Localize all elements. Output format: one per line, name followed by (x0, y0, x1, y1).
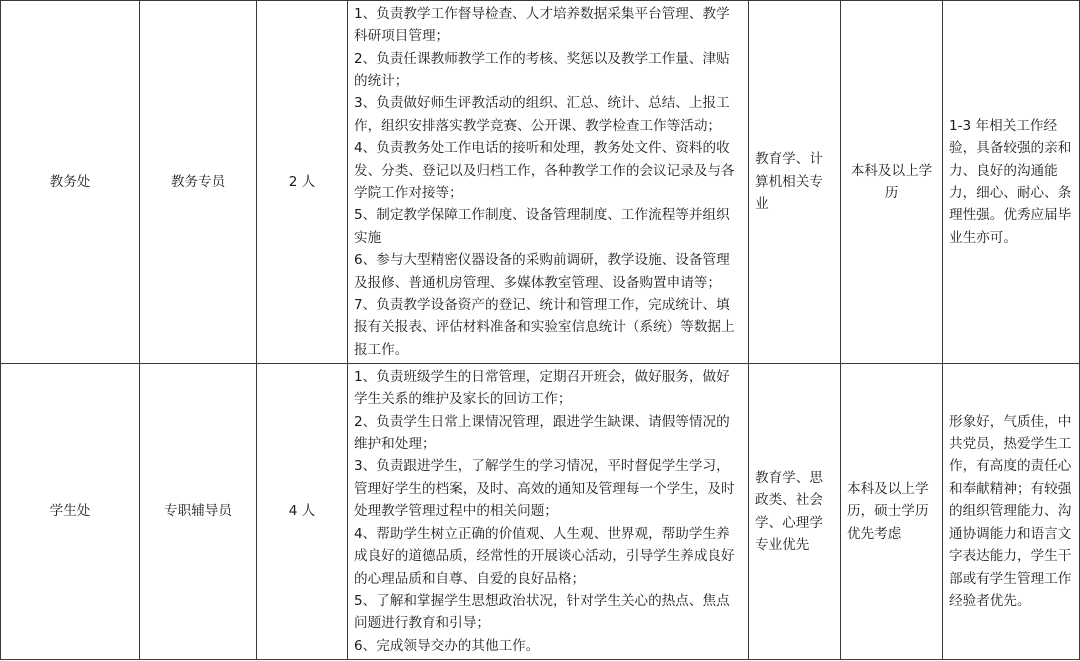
duty-item: 4、负责教务处工作电话的接听和处理，教务处文件、资料的收发、分类、登记以及归档工作，各种教学工作的会议记录及与各学院工作对接等； (354, 140, 735, 201)
position-cell: 专职辅导员 (140, 364, 257, 660)
duty-item: 6、参与大型精密仪器设备的采购前调研，教学设施、设备管理及报修、普通机房管理、多媒体教室管理、设备购置申请等； (354, 252, 730, 291)
table-row (1, 364, 1080, 660)
duty-item: 4、帮助学生树立正确的价值观、人生观、世界观，帮助学生养成良好的道德品质，经常性的开展谈心活动，引导学生养成良好的心理品质和自尊、自爱的良好品格； (354, 525, 735, 587)
headcount-cell: 4 人 (257, 364, 348, 660)
duty-item: 1、负责教学工作督导检查、人才培养数据采集平台管理、教学科研项目管理； (354, 5, 730, 45)
duty-item: 5、制定教学保障工作制度、设备管理制度、工作流程等并组织实施 (354, 207, 730, 246)
requirements-cell: 1-3 年相关工作经验，具备较强的亲和力、良好的沟通能力，细心、耐心、条理性强。优秀应届毕业生亦可。 (943, 1, 1080, 364)
duties-cell (348, 364, 749, 660)
duty-item: 3、负责跟进学生，了解学生的学习情况，平时督促学生学习，管理好学生的档案，及时、高效的通知及管理每一个学生，及时处理教学管理过程中的相关问题； (354, 458, 735, 520)
duty-item: 3、负责做好师生评教活动的组织、汇总、统计、总结、上报工作，组织安排落实教学竞赛、公开课、教学检查工作等活动； (354, 95, 730, 134)
major-cell: 教育学、思政类、社会学、心理学专业优先 (749, 364, 841, 660)
duty-item: 2、负责任课教师教学工作的考核、奖惩以及教学工作量、津贴的统计； (354, 50, 730, 89)
duty-item: 2、负责学生日常上课情况管理，跟进学生缺课、请假等情况的维护和处理； (354, 413, 730, 453)
education-cell: 本科及以上学历，硕士学历优先考虑 (841, 364, 943, 660)
duties-cell (348, 1, 749, 364)
table-row (1, 1, 1080, 364)
duty-item: 1、负责班级学生的日常管理，定期召开班会，做好服务，做好学生关系的维护及家长的回访工作； (354, 368, 730, 408)
position-cell: 教务专员 (140, 1, 257, 364)
department-cell: 学生处 (1, 364, 140, 660)
duty-item: 5、了解和掌握学生思想政治状况，针对学生关心的热点、焦点问题进行教育和引导； (354, 592, 730, 632)
requirements-cell: 形象好，气质佳，中共党员，热爱学生工作，有高度的责任心和奉献精神；有较强的组织管理能力、沟通协调能力和语言文字表达能力，学生干部或有学生管理工作经验者优先。 (943, 364, 1080, 660)
duty-item: 7、负责教学设备资产的登记、统计和管理工作，完成统计、填报有关报表、评估材料准备和实验室信息统计（系统）等数据上报工作。 (354, 297, 735, 358)
education-cell: 本科及以上学历 (841, 1, 943, 364)
headcount-cell: 2 人 (257, 1, 348, 364)
major-cell: 教育学、计算机相关专业 (749, 1, 841, 364)
duty-item: 6、完成领导交办的其他工作。 (354, 637, 540, 654)
department-cell: 教务处 (1, 1, 140, 364)
